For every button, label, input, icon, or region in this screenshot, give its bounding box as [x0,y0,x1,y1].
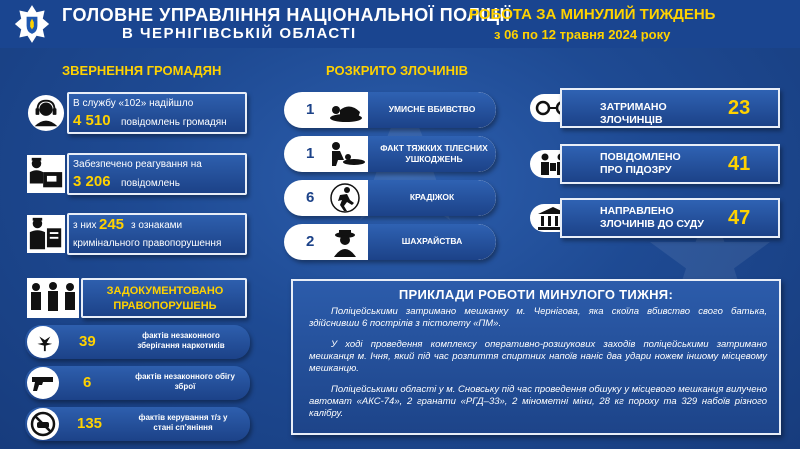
example-paragraph-3: Поліцейськими області у м. Сновську під час проведення обшуку у місцевого мешканця вилучено автомат «АКС-74», 2 гранати «РГД–33», 2 мінометні міни, 28 кг пороху та 329 набоїв різного калібру. [309,384,767,419]
example-paragraph-1: Поліцейськими затримано мешканку м. Чернігова, яка скоїла вбивство свого батька, здійснивши 6 пострілів з пістолету «ПМ». [309,306,767,329]
operator-headset-icon [27,94,65,132]
citizens-card-criminal [25,213,247,255]
stat-detained [530,88,780,128]
solved-injury-count: 1 [306,145,315,162]
solved-item-murder [284,92,496,128]
solved-item-injury [284,136,496,172]
card-102-number: 4 510 [73,112,111,129]
documented-drugs-label: фактів незаконного зберігання наркотиків [137,331,225,350]
card-criminal-line2: кримінального правопорушення [73,238,222,249]
citizens-section-title: ЗВЕРНЕННЯ ГРОМАДЯН [62,63,222,78]
documented-weapons-label: фактів незаконного обігу зброї [135,372,235,391]
victim-icon [328,96,364,124]
no-drunk-driving-icon [27,408,59,440]
pistol-icon [27,367,59,399]
stat-suspicion [530,144,780,184]
solved-murder-label: УМИСНЕ ВБИВСТВО [388,104,476,114]
documented-row-drunk-driving [25,407,250,441]
solved-murder-count: 1 [306,101,315,118]
stat-suspicion-value: 41 [728,153,751,175]
stat-suspicion-label: ПОВІДОМЛЕНО ПРО ПІДОЗРУ [600,151,681,176]
week-title: РОБОТА ЗА МИНУЛИЙ ТИЖДЕНЬ [469,6,716,23]
documented-drugs-count: 39 [79,333,96,350]
injury-icon [326,140,366,168]
solved-fraud-label: ШАХРАЙСТВА [401,236,463,246]
solved-fraud-count: 2 [306,233,315,250]
solved-item-theft [284,180,496,216]
week-dates: з 06 по 12 травня 2024 року [494,27,671,42]
examples-title: ПРИКЛАДИ РОБОТИ МИНУЛОГО ТИЖНЯ: [398,287,674,302]
citizens-card-criminal-box [67,213,247,255]
documented-title-box [81,278,247,318]
card-102-line2: повідомлень громадян [121,117,227,128]
solved-injury-label: ФАКТ ТЯЖКИХ ТІЛЕСНИХ УШКОДЖЕНЬ [380,143,488,164]
card-criminal-prefix: з них [73,220,97,231]
fraudster-icon [330,227,360,257]
card-102-line1: В службу «102» надійшло [73,98,194,109]
card-response-line1: Забезпечено реагування на [73,159,202,170]
citizens-card-102-box [67,92,247,134]
stat-court-label: НАПРАВЛЕНО ЗЛОЧИНІВ ДО СУДУ [600,205,704,230]
card-criminal-number: 245 [99,216,125,233]
stat-court-value: 47 [728,207,751,229]
header-subtitle: В ЧЕРНІГІВСЬКІЙ ОБЛАСТІ [122,25,357,42]
thief-running-icon [328,183,362,213]
documented-title: ЗАДОКУМЕНТОВАНО ПРАВОПОРУШЕНЬ [106,285,224,312]
solved-theft-label: КРАДІЖОК [409,192,455,202]
police-star-logo-icon [14,4,50,44]
citizens-card-102 [25,92,247,134]
card-criminal-line1: з ознаками [131,220,183,231]
police-officer-desk-icon [27,155,65,193]
officer-document-icon [27,215,65,253]
documented-row-weapons [25,366,250,400]
stat-detained-label: ЗАТРИМАНО ЗЛОЧИНЦІВ [600,101,667,126]
solved-item-fraud [284,224,496,260]
solved-section-title: РОЗКРИТО ЗЛОЧИНІВ [326,63,468,78]
stat-court [530,198,780,238]
header-title: ГОЛОВНЕ УПРАВЛІННЯ НАЦІОНАЛЬНОЇ ПОЛІЦІЇ [62,5,511,25]
card-response-number: 3 206 [73,173,111,190]
documented-drunk-label: фактів керування т/з у стані сп'яніння [138,413,228,432]
documented-row-drugs [25,325,250,359]
documented-header [25,278,247,318]
citizens-card-response-box [67,153,247,195]
documented-weapons-count: 6 [83,374,92,391]
examples-panel [291,279,781,435]
cannabis-leaf-icon [27,326,59,358]
documented-drunk-count: 135 [77,415,103,432]
citizens-card-response [25,153,247,195]
officers-group-icon [27,278,79,318]
stat-detained-value: 23 [728,97,751,119]
example-paragraph-2: У ході проведення комплексу оперативно-розшукових заходів поліцейськими затримано мешканця м. Ічня, який під час розпиття спиртних напоїв наніс два удари ножем іншому місцевому мешканцю. [309,339,767,374]
solved-theft-count: 6 [306,189,315,206]
card-response-line2: повідомлень [121,178,180,189]
